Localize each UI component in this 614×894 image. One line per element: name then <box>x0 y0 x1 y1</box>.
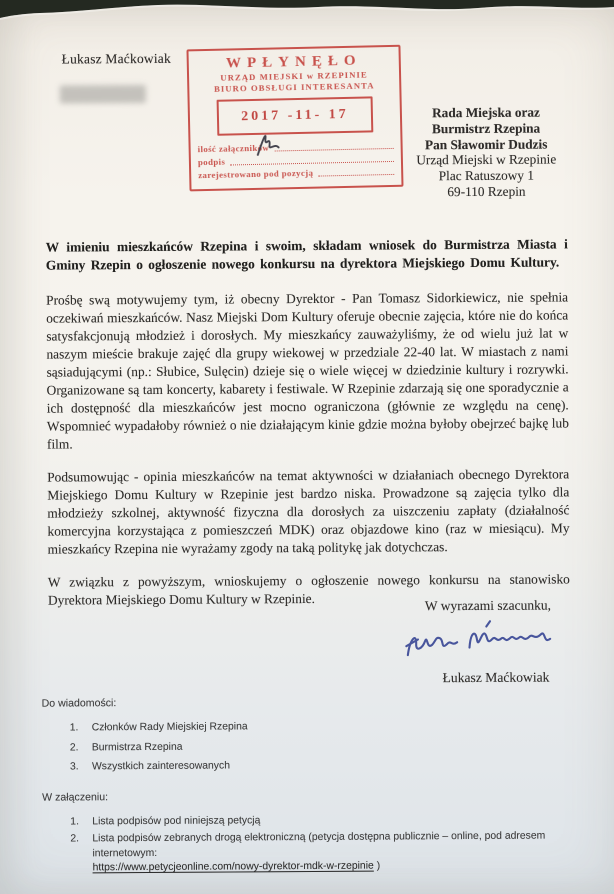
recipient-line: Burmistrz Rzepina <box>431 120 541 137</box>
paragraph-motivation: Prośbę swą motywujemy tym, iż obecny Dyrektor - Pan Tomasz Sidorkiewicz, nie spełnia oczekiwań mieszkańców. Nasz Miejski Dom Kultury oferuje obecnie zajęcia, które nie do końca satysfakcjonują młodzież i dorosłych. My mieszkańcy zauważyliśmy, że od wielu już lat w naszym mieście brakuje zajęć dla grupy wiekowej w przedziale 22-40 lat. W miastach z nami sąsiadującymi (np.: Słubice, Sulęcin) dzieje się o wiele więcej w dziedzinie kultury i rozrywki. Organizowane są tam koncerty, kabarety i festiwale. W Rzepinie zdarzają się one sporadycznie a ich dostępność dla mieszkańców jest mocno ograniczona (głównie ze względu na cenę). Wspomnieć wypadałoby również o nie działającym kinie gdzie można byłoby obejrzeć bajkę lub film. <box>46 289 569 452</box>
cc-list <box>42 718 594 775</box>
stamp-field-label: podpis <box>197 156 226 168</box>
paragraph-intro: W imieniu mieszkańców Rzepina i swoim, składam wniosek do Burmistrza Miasta i Gminy Rzepin o ogłoszenie nowego konkursu na dyrektora Miejskiego Domu Kultury. <box>45 236 568 273</box>
recipient-line: Plac Ratuszowy 1 <box>438 167 535 184</box>
sender-name: Łukasz Maćkowiak <box>61 50 171 67</box>
attachments-heading: W załączeniu: <box>42 790 109 804</box>
attachment-link-line <box>93 858 595 876</box>
recipient-block <box>416 104 557 200</box>
footer-lists <box>42 694 595 879</box>
stamp-field-label: zarejestrowano pod pozycją <box>198 167 314 181</box>
recipient-line: Pan Sławomir Dudzis <box>424 136 548 152</box>
attachments-list <box>42 812 594 876</box>
handwritten-signature-icon <box>400 614 558 669</box>
signature-printed-name: Łukasz Maćkowiak <box>442 669 550 686</box>
stamp-office-line1: URZĄD MIEJSKI w RZEPINIE <box>220 69 368 83</box>
redacted-address-blur <box>60 85 146 104</box>
recipient-line: 69-110 Rzepin <box>447 183 526 200</box>
stamp-title: WPŁYNĘŁO <box>225 52 362 72</box>
received-stamp <box>186 45 403 192</box>
letter-body <box>46 235 570 624</box>
paragraph-summary: Podsumowując - opinia mieszkańców na temat aktywności w działaniach obecnego Dyrektora Miejskiego Domu Kultury w Rzepinie jest bardzo niska. Prowadzone są zajęcia tylko dla młodzieży szkolnej, aktywność fizyczna dla dorosłych za uiszczeniu zapłaty (działalność komercyjna korzystająca z pomieszczeń MDK) oraz objazdowe kino (raz w miesiącu). My mieszkańcy Rzepina nie wyrażamy zgody na taką politykę jak dotychczas. <box>47 466 570 557</box>
stamp-field-label: ilość załączników <box>197 142 270 155</box>
cc-heading: Do wiadomości: <box>41 697 117 710</box>
attachment-item-suffix: ) <box>376 860 381 872</box>
stamp-office-line2: BIURO OBSŁUGI INTERESANTA <box>213 79 375 94</box>
attachment-item <box>70 829 594 876</box>
cc-item: Burmistrza Rzepina <box>91 741 183 753</box>
cc-item: Wszystkich zainteresowanych <box>91 760 230 773</box>
petition-url-link[interactable]: https://www.petycjeonline.com/nowy-dyrektor-mdk-w-rzepinie <box>92 860 374 874</box>
recipient-line: Urząd Miejski w Rzepinie <box>416 151 557 168</box>
pen-scribble-icon <box>252 128 283 159</box>
dotted-leader <box>318 174 394 177</box>
attachment-item-text: Lista podpisów zebranych drogą elektroniczną (petycja dostępna publicznie – online, pod adresem internetowym: <box>92 830 546 859</box>
cc-item: Członków Rady Miejskiej Rzepina <box>91 721 248 734</box>
recipient-line: Rada Miejska oraz <box>432 104 540 121</box>
stamp-date: 2017 -11- 17 <box>217 96 374 135</box>
attachment-item: Lista podpisów pod niniejszą petycją <box>92 814 261 827</box>
paragraph-request: W związku z powyższym, wnioskujemy o ogłoszenie nowego konkursu na stanowisko Dyrektora Miejskiego Domu Kultury w Rzepinie. <box>47 571 570 608</box>
dotted-leader <box>274 148 393 152</box>
closing-salutation: W wyrazami szacunku, <box>424 597 552 614</box>
